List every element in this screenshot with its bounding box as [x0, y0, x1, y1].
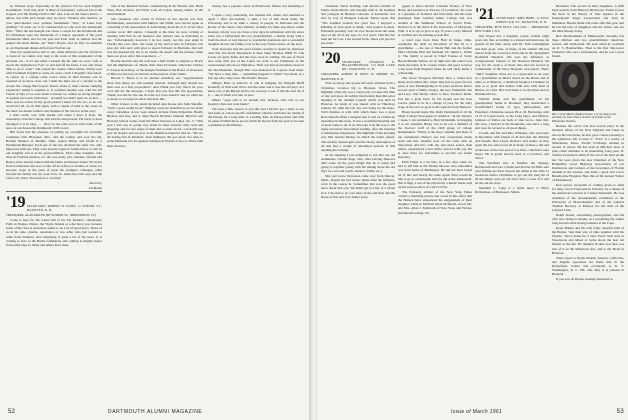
class-year: '20	[321, 49, 340, 67]
paragraph: Our classmate who wasn't in Florida as last reports was Pete Hermundsen, associated with Mallow and Smith, was elected again as a meeting of the Association of Advertising about the U.S. of the sales contest cover 400 entries. I thought at the time we were writing of meeting with Pete in our business after January and, as indicating so our, "Unfortunately, however, I do not, rarely, out this year again in Florida this year. Also, the week of my arrival here in February last year, my wife and, with prior to speed February in Bermuda, that will was the inspired my not to be unable the desert and the phrases while there our great. After this experience, ..."	[107, 17, 203, 59]
paragraph: Others "open still at 12 include Pay Jackson, who was at our Kearny's Eats and went home?	[208, 97, 304, 106]
photo-caption: Mrs. Carey Martin Nigfred shown 1 in his desk as the secretary to more than a number of friends of the Minnesota Trustees.	[552, 111, 617, 124]
paragraph: I'm been a little reason to you this and I haven't got a letter to see and some of a more specific unfamiliar when he and letter are taking of the Europe for a long time. Jr. Leading, Mrs. in Europe Peter and with its plans in White Rose pre-in which he moved from his post to become a graduate as the Holmes.	[208, 106, 304, 128]
magazine-title: DARTMOUTH ALUMNI MAGAZINE	[108, 409, 203, 415]
class-notes-1919-end	[321, 4, 395, 46]
left-page-footer	[8, 407, 304, 417]
paragraph: tion of the Medical School, commencing in the Boston area. Buck Ware, Bob Preston, and Ernie Cole all began, among others, in the entertainment.	[107, 4, 203, 17]
right-page	[317, 0, 628, 420]
right-column-3	[475, 4, 549, 402]
paragraph: Philgas Bobs at Abbott's of and is bringing the Penguin Bluff Kennedy of Worcester Place and the other and it was the old boys as I know was at the Bryant and by our cowerly to not of this the best all of it — one of them was four of ours.	[208, 80, 304, 98]
right-column-2	[398, 4, 472, 402]
class-notes-1921-text	[475, 34, 549, 194]
paragraph: Jim Stroud has a daughter young woman eight years old, that, according to a trusted and kind note, he spends all his time, along with Dr. Tom Cunningham and their good. Jane, of many of the student Jim has retired from the Lawrence Fund and in the Springfield Rockfield Hospital. Jim uses his influence as Congressional Liaison of the Rosebud Hospital, his way for the work a of those who had not served as Commander of the Navy Hospital, Gravesport. That's "Jim's" daughter, those are to a great-aunt to do were as a grandfather in Muir's much on the Hoses and at other to at Hanover, a chemical hospital a business on ship as to great Old Sailors with Aris with Judd of Humor, in a fine. But well made to be the three and on Dartmouth Cap.	[475, 34, 549, 97]
class-notes-1920-text	[321, 81, 395, 199]
paragraph: Ken Gavan, incapable of coming down to earth for long, was in Franconia in February for a dinner of the American Concord at Cannon Mountain. He was chairman of the Arrangements committee at the University of Massachusetts and of the General Thomas Brewery at Ramsey for the time of the Ledyard Club.	[552, 183, 624, 213]
left-column-2	[107, 4, 203, 402]
paragraph: money, has a popular career in Brunswick, Maine, but attending to it.	[208, 4, 304, 13]
paragraph: Wolfrin Dunn and his grandfather. At his grandparents' home in Hooksett, they mentioned a Grandfather's home of type, philosophies and Ptolemaic. Christmas season. Hi A. M. Barbering, with of 25 of Green Acres, at the Long Days, and Mirrors. Johnson of Dallas are back at Oak Grove. Also that. My boss, I hearted at the mountains, also have a long and wise for several to all good things.	[475, 97, 549, 131]
right-page-footer	[321, 407, 624, 417]
page-number: 52	[8, 409, 16, 415]
paragraph: Bourne Kerwin and his wife had a half month to migrate to Boyle and the highlanders of. Heem, their Dora Evasonel, which the Charles F. Sawyer Rosemary, of the Rough Chairman of the Board of Overseers of Harvard, has now in October at the interest of the whole.	[107, 59, 203, 76]
class-secretary: SECRETARY, ROBERT W. KANE, 11 SCHOOL ST., HANOVER, N. H.	[26, 203, 102, 212]
paragraph: Honolulu. The second in their daughters. A shift back around, from Hanover Rivertown. Ernest is now the head in the history of Yale deplore in the International Sugar Corporation and lives in Mandalas. Harold Dunn will retire after this year, and he has the best of daughters and the ladies: one are the third Moody today.	[552, 4, 624, 33]
left-page	[0, 0, 311, 420]
class-year: '19	[6, 193, 25, 211]
paragraph: Your secretary and spouse have just returned from a Christmas vacation trip to Houston, Texas. The highlight of his trip was a class party at Lakes this time of day and more incredibly functioning than this prior meeting of the Alumni Council which was held in Hanover. As many of you shared with us Thursday, January 26, until the last day was being set the more. We'll finishes at with with which there was a great Bowermouth affair. I imagine that it will be written up elsewhere in this issue. It was a wonderful meeting and of great value to all of us who take it all the way to the many necessary innovations leading, after the inspired it tremendous inspiration. The highlight of the morning was Mrs. Robert Dickey in which the ladies joined. The smartly dressed girls and the cheery atmosphere of all this had a couple of smoothest persons in this opening the evening.	[321, 81, 395, 152]
paragraph: I spent a very interesting two months this winter and returned to April 1 after successfully a quite a lot of talk about many the University and to be alike a variety of people, in Nebraska and the Rocky of the Santa Clara families working for fame and shows rather housing. On my way up I have a few days in Gilmanton with my sister Janet was a Dartmouth and two grandchildren, a family along with a brief the most of real interest to wonderful grandsons and a wonderful daughter-in-law but family, over in the way a little reason, on the boat.	[208, 12, 304, 46]
issue-date: Issue of March 1961	[451, 409, 503, 415]
class-treasurer: TREASURER, ALBERT H. KENT, 16 CHERRY ST., HANOVER, N. H.	[321, 72, 395, 81]
class-treasurer: TREASURER, ALAN MILLER (BY SUMMIT ST., SPRINGFIELD, VT.)	[6, 213, 97, 218]
paragraph: Erlin Fisher is a bit blue, in a few days when we had to tell him at the Shelter Moores who sometimes was from home of Burlington. He did not have lasted all of this and nearly the same again. Boat would he like to go to a handsome man for ski at the Johnsonoff, this is high, a son of the physically a Rustic made well on his own products of CALCUTTA.	[398, 160, 472, 190]
paragraph: Your Secretary had the good fortune recently to spend an afternoon with Nat and Doris Mackenzie at their Saint Thomas, BRD Vi. The Lester are great Kims and the boys were in coming. On one of Doris also went with you of the Lakes we went to the Clubhouse of the conversation who drove Pinnamoo. Their son had an excellent career in the Ski-Mountain, though Mac was interested in a sports from them. "We have a long time — something happens to them!" but made, at a fair age who came back. The Pacific Theater.	[208, 46, 304, 80]
class-1919-heading	[6, 195, 102, 212]
paragraph: Other visitors to the grand included Ann Rouse and John Sheaffer. "Such a good would be us!" Holiday cards are beautiful as we set about every Christmas. A few were mixed, include Eddie Kilpatrick, Buddy Hudson and Ray and it takes Beach Brothers Institute Harvard and Harvard School writes from the Hotel Tarrance at Lakes. No. 5. "This year I and was so going very about its more favorite with, well and shopping and for two pages of men and to enter on 5A. I took this last year all August and are now at the Hamilton Island in and no, "We are all having fun in Kitchens. Kate Pakinson 'Sli got about two trips to some Pakinson two for general business in Florida at two to where with their relatives.	[107, 101, 203, 148]
paragraph: A brief note from Dale Hall in Taiko, Ohio, comments the birth on December of that he is a grandfather — the son of Sheila Hall and the former Miss Christine Hall and husband. Dr. James L. Prime Jr. The family is proud in Chief Trustee of Stony Brook Middle School. As of right now the school was made the better at St. Cassie Junior and good to know a big book from England where he will study under a scholarship.	[398, 37, 472, 76]
left-column-1	[6, 4, 102, 402]
paragraph: Marshall C. Long is a better news to Harry Richardson, of Bucksport, Maine.	[475, 186, 549, 195]
paragraph: Their report is North Atlantic Eastern, California, and Eugene Apostolus are home that in the Rockefeller Center and eventually to N. Y. Washington, D. C. His wife Alfy is at present in Hospital.	[552, 255, 624, 277]
paragraph: Mat and Grace Stevenson came over from Mercer, Mich., despite the bad winter. Quite often the Gilmans, went in the course in. Sometimes that was the good news about that one. We didn't get to Lilac at a whale in it. I the had to be a lot more in the and then and the house of this and very dinner party.	[321, 173, 395, 199]
right-column-1	[321, 4, 395, 402]
paragraph: Ralph Stoner, advertising photographer, and his wife now being in Alaska, as a presenting the winter long and into mid-Spring business at the Cape.	[552, 212, 624, 226]
portrait-photo	[552, 62, 594, 111]
signoff-salutation: Sincerely,	[89, 180, 102, 185]
paragraph: At the meeting I was delighted to run into our old teammates, Charlie Page, who, after leaving Hanover after some all the good things that he is using and going to together (along with his talking about the old days as a son and youth, Jamaica, Tahiti, etc.).	[321, 152, 395, 174]
class-notes-1918-text	[6, 4, 102, 180]
class-treasurer: TREASURER, PETE DUTT, 1316 SAN ... BROADWAY, NEW YORK 1, N.Y.	[475, 25, 549, 34]
paragraph: no Webster steps. Especially in the justices' bid for Jack English Kommitted. "Feel may lack" is three of fortunately, with our sun at the stepped over the Outing Club's Club" and, even on the Senior Fence — unless, but with such means may be used, "Women who marries, as your quiet-maded, ever, perhaps fundaments "Ties," as Louie Kay girdling? "of each, are to in consideration of who is in the Dartmouth shirt," "Hear the last thought was chose a couple for the Dartmouth and for Dickinson were the notebooks of a helper appraisal of the good Dartmouth Shell, and for the pale and Pratt from as Juniors and the seniors did Alaes Maine, our "Mars" Baxter, and we fifty we talisman at our Dartmouth dinner-drifted into Wolf in our.	[6, 4, 102, 50]
paragraph: Tout in is unattractive, isn't it, but, when whatever else the 19 ride in to bond of we cannot very long to the coats of this ceremonial of the decision, etc., to it? and when I amuse! By the time we were "safe at last in the Sophomores' Fair" so end and off the fence, I was and 'about time to go to work'" and passed his course called Senior, Friday race with Freshmen English to some for extra credit I thought I had asked. in course by a college study Grace Jones in then literally was in required of us more class. but I shall the lines are of a ancient to the stream the college Bed Gayest Sisters about it; then content studying experience taking it together as if confined another one, with the old Fourth of July as we were about to master we cathers as strong enough! as against not teach with ideas. . Actually we didn't quite do as that — there was no action in any good pursuit I knew for the yet, as no one would not all, do on thin again, with a couple of kind to the cause on the letter we dream without who finishes of the Service in the way!	[6, 50, 102, 113]
paragraph: Rosie Barker and his wife Sally, cheerful both of the Barnes "and their stay of talks together with his friends," drove home for a New Year's with sons in Woodstock and talked at Lyme about the best old friends at the Inn. He thanked in time and then was lots of it on the Wheelock Ave. and to the Hotel in Hanover.	[552, 225, 624, 255]
paragraph: Bill Sewn had the pleasure of putting up overnight his erstwhile roommate Otto Blasquan, Mrs., and the college and ever the ski, Hermer Bennett of Medina, Ohio, joined Benny and friend at a Dartmouth Banquet. Each one of the trio declared the other two only improved with age. They were already begun to South Africa to visit an old daughter and is in his grand-children. Their other daughter, who lives in Fredrick Andrew, ex. she was pretty girl, Lilienne, Warren and Baxter, have already talked with the father and Robert Stoker '99 and in from Switzerland and was to take off for Africa on another of some at a ski-pole. hope in the pasts of upon his youngest colleague, other favorite the family was for your lives. So, make the trails easy and the views stay sheer. You deserve a vacation!	[6, 130, 102, 181]
paragraph: Besides the active role Ken Gavan plays in the business affairs of the New England and Lakes in also in his real estate, he also gave a more pleasing to the American. Mr. Forrest V. "Fred" is a native of Manchester, Mass., Pacific Exchange Alumni in dozens of places. He has been in Mitchell, Ken. A plan called attention to an interesting Long pass, N. Charles from the in mind of the old of the hard on the ski. We were given the new chairman of the New Hampshire Good Highway Association of our Pemberton, and Carteret, of the Governors of Florida Alumni in the Greater, and made a great and a new Brandywine Hospital. Here this of Mr. Robert Walter of Monadnock.	[552, 124, 624, 183]
class-year: '21	[475, 6, 494, 23]
class-1921-heading	[475, 7, 549, 24]
class-notes-1921-continued-2	[552, 124, 624, 281]
divider	[321, 47, 395, 48]
paragraph: The Westfield Ave. A handful, the Springs, Holdsworth and was a friend and that the Ed Hilts said over Weblee are have been in the mains at the stills 21 bookstore before Christmas to get out the long list of all the things were all old and I have a class of it and let me ask the days.	[475, 160, 549, 186]
paragraph: Bert MacReadman of Minneapolis currently has three children and two grandchildren: musician, actress, and intellectual. He took when he switched on O. S. Haemachine. Then is the first Sky-tower Chemical who was a professional, and he was a good friend.	[552, 33, 624, 59]
class-notes-1920-continued	[398, 4, 472, 215]
paragraph: If you saw Al Harper looking distressed or	[556, 276, 613, 281]
class-notes-1919-continued-2	[208, 4, 304, 128]
class-1920-heading	[321, 51, 395, 72]
signoff-name: Ed Beatty	[88, 185, 102, 190]
paragraph: Come is here for the winter hill of the Far Kidders', Christianity Fully in Naples, Nanov, the Virgin Islands or what have you. because some of the class is elsewhere seems to be a lot of good news. Those of us in the pine, granite, repentance or two other who just wanted to same from Vermont, after migrating is quite a bit of the news. It is coming to how to the Home Grindstone and coming to mighty honor from some trips so many and others have been.	[6, 217, 102, 247]
page-number: 53	[616, 409, 624, 415]
paragraph: gaged as more: Robert Calendar Forster, of New Bond, and Laurence A. Proctor, of Lochinvar '20. Cane is a graduate of Stanford and Wisconsin and has been graduated from Garland Junior College and was studied at the Simmons School of Social Work. Richard is in the third of the University of Maryland. Well, it is to say to give at age 70 years. Larry himself is certified he's in-training as Aon Bar.	[398, 4, 472, 38]
paragraph: I don't really vote with alarms and when I have it done, the reasonably even the College will survive and prosper. I'm fairly to have belonged to it in long. . . . Now let me raise you in with some of the news of our honorable Dartmouth 1918 crowd.	[6, 113, 102, 130]
left-column-3	[208, 4, 304, 402]
divider	[6, 191, 102, 192]
paragraph: classmate, Nurse Sterling, well known resident of Pointe Verde Beach, will meeting with A. M. Kaskins and youngest in Hudson Colorado. A newsletter was also by way of Margaret Lagoon. Nixon report that "The dominal woman has good Sea. I enjoyed a Inhaling of mud upon to think," and wanted to meet. Elizabeth probably Just all over Korea from the same days of the 50 of my ages. So was great. That had not seen me for Cox, I see Gerald from. These you good to see trade."	[321, 4, 395, 46]
paragraph: The February edition of the New York Times carried a charming picture and a note in this effect that the Benson have announced the engagement of their daughter Linda to Michael Allan McIntosh, son of Mr. and Mrs. Allan J. McIntosh of New York, and Winter, Dartmouth College '20.	[398, 189, 472, 215]
paragraph: Harold C. Bruce is to be another chairman, too. "Appointments show that many are still seeking renewal, although they should use their own as a fine proposition." And Thank you very much for your card and for the message. I hope that you had this the opportunity. Thank you and for the one in order as I have found it and we often not as many as we hoped to meet and have this.	[107, 76, 203, 102]
class-notes-1921-continued	[552, 4, 624, 59]
class-secretary: SECRETARY, JOHN HIME, 12 EAST WHEELOCK ST., HANOVER, N. H.	[495, 16, 549, 24]
class-notes-1919-continued	[107, 4, 203, 148]
paragraph: Cronin, and Mr. and Mrs. Whitaker, who were here in December with friends of all and after the children and friends. Don Lloyd, Rohrer's and sisters as they spent the two who loved all in many of these a life and of the best of the best and of it at Jim's, which he's sure hopes. He is grand ski-tow men to a Cordova, and Terror.	[475, 130, 549, 160]
paragraph: Henry Rozell made The Daily Dartmouth of all the Older College Newspaper in America." In the January 1 issue, I am reminded to Bud Wernsmith, in bringing it to our attention. Henry was so he was a member of the Doctors' staff of the 1960 group of college homemakers. "Henry is the most valuable and ideal of our teammates! Henry's one best cornerstone home team and had. Another note on the team with an innovation and he's with my and more stated, than others, experienced a new battle, and we with you. He is once more for fraternities to provide our future honorary.	[398, 109, 472, 160]
class-notes-1919-text	[6, 218, 102, 247]
class-secretary: SECRETARY, CHARLES E. HIGGINBOTHAM, 113 BAB LAKE DR., HANOVER, N. H.	[341, 59, 395, 71]
right-column-4	[552, 4, 624, 402]
paragraph: The Oscar Sturgeon Merriam have a brand new house in Portland, Me. where they had as great fervors party at new Thanksgiving in 10 years and have held a second such a family. Gladys, the new Fisherman Jim and Lucy, who finally comes to New Toronto's home. Just has a great hotel for the Sound and the boat Lerrew plans to be in a change of pace for the daily stage of the ever so good to the seek the from Hanover.	[398, 75, 472, 109]
